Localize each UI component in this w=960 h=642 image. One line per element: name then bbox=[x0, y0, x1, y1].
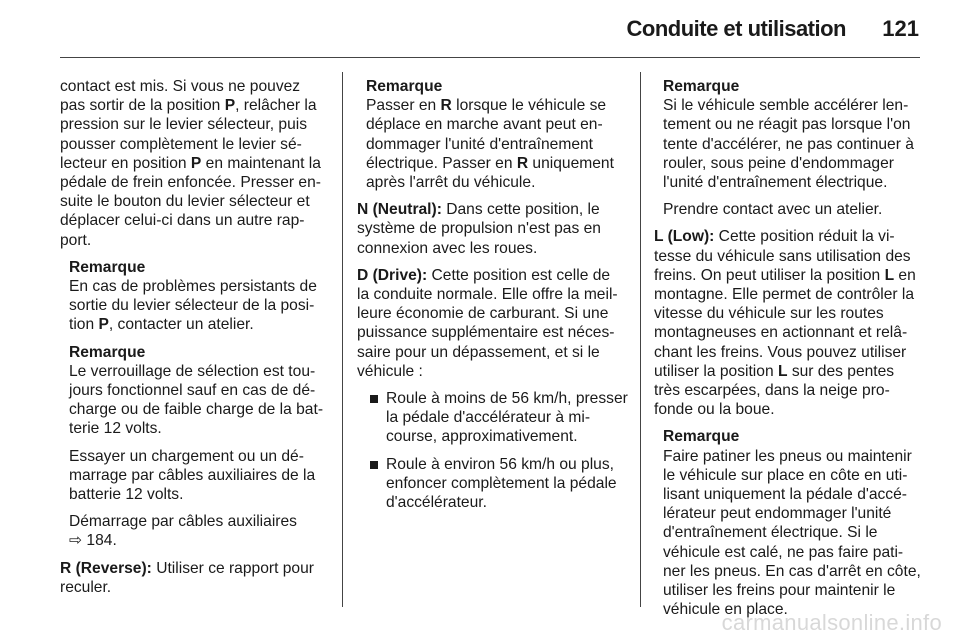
note-text-line: véhicule en place. bbox=[663, 601, 788, 619]
note-label: Remarque bbox=[69, 343, 146, 361]
text-line: pousser complètement le levier sé- bbox=[60, 135, 302, 153]
text-line: utiliser la position L sur des pentes bbox=[654, 362, 895, 380]
text-line: suite le bouton du levier sélecteur et bbox=[60, 193, 310, 211]
gear-position-letter: P bbox=[98, 316, 109, 334]
reference-page: 184. bbox=[86, 532, 117, 550]
text-line: port. bbox=[60, 231, 92, 249]
text-line: connexion avec les roues. bbox=[357, 239, 538, 257]
text-line: véhicule : bbox=[357, 362, 423, 380]
note-text-line: dommager l'unité d'entraînement bbox=[366, 135, 593, 153]
bullet-square-icon bbox=[370, 395, 378, 403]
note-text-line: rouler, sous peine d'endommager bbox=[663, 154, 894, 172]
note-text-line: Si le véhicule semble accélérer len- bbox=[663, 97, 909, 115]
text-line: pas sortir de la position P, relâcher la bbox=[60, 97, 317, 115]
note-text-line: marrage par câbles auxiliaires de la bbox=[69, 466, 316, 484]
note-wheel-spin bbox=[654, 427, 924, 619]
text-line: la conduite normale. Elle offre la meil- bbox=[357, 286, 618, 304]
note-text-line: Le verrouillage de sélection est tou- bbox=[69, 362, 316, 380]
text-line: montagne. Elle permet de contrôler la bbox=[654, 286, 915, 304]
text-line: vitesse du véhicule sur les routes bbox=[654, 305, 884, 323]
note-acceleration bbox=[654, 77, 924, 219]
note-text-line: sortie du levier sélecteur de la posi- bbox=[69, 297, 315, 315]
text-line: puissance supplémentaire est néces- bbox=[357, 324, 615, 342]
drive-paragraph bbox=[357, 266, 625, 381]
note-label: Remarque bbox=[663, 428, 740, 446]
note-text-line: jours fonctionnel sauf en cas de dé- bbox=[69, 382, 316, 400]
note-text-line: après l'arrêt du véhicule. bbox=[366, 174, 536, 192]
reference-arrow-icon: ⇨ bbox=[69, 532, 83, 550]
list-item bbox=[357, 389, 628, 447]
text-line: saire pour un dépassement, et si le bbox=[357, 343, 600, 361]
note-label: Remarque bbox=[366, 78, 443, 95]
note-text-line: Essayer un chargement ou un dé- bbox=[69, 447, 304, 465]
header-rule bbox=[60, 57, 920, 58]
note-text-line: batterie 12 volts. bbox=[69, 486, 184, 504]
note-text-line: ner les pneus. En cas d'arrêt en côte, bbox=[663, 562, 921, 580]
bullet-list bbox=[357, 389, 628, 512]
note-text-line: utiliser les freins pour maintenir le bbox=[663, 582, 896, 600]
note-text-line: tente d'accélérer, ne pas continuer à bbox=[663, 135, 914, 153]
note-text-line: Faire patiner les pneus ou maintenir bbox=[663, 447, 912, 465]
note-text-line: tement ou ne réagit pas lorsque l'on bbox=[663, 116, 911, 134]
neutral-text: Dans cette position, le bbox=[441, 201, 600, 219]
text-line: leure économie de carburant. Si une bbox=[357, 305, 609, 323]
note-text-line: En cas de problèmes persistants de bbox=[69, 278, 317, 296]
gear-position-letter: R bbox=[516, 154, 529, 172]
note-text-line: lérateur peut endommager l'unité bbox=[663, 505, 892, 523]
note-r-position bbox=[357, 77, 625, 192]
note-text-line: terie 12 volts. bbox=[69, 420, 162, 438]
gear-position-letter: L bbox=[884, 266, 895, 284]
note-text-line: déplace en marche avant peut en- bbox=[366, 116, 603, 134]
text-line: déplacer celui-ci dans un autre rap- bbox=[60, 212, 305, 230]
intro-paragraph bbox=[60, 77, 326, 250]
low-paragraph bbox=[654, 227, 924, 419]
note-text-line: Passer en R lorsque le véhicule se bbox=[366, 97, 607, 115]
note-text-line: l'unité d'entraînement électrique. bbox=[663, 174, 888, 192]
column-2 bbox=[357, 77, 628, 512]
reverse-paragraph bbox=[60, 559, 326, 597]
note-text-line: charge ou de faible charge de la bat- bbox=[69, 401, 324, 419]
bullet-square-icon bbox=[370, 461, 378, 469]
list-item-text: Roule à environ 56 km/h ou plus, bbox=[386, 455, 614, 473]
neutral-label: N (Neutral): bbox=[357, 201, 442, 219]
drive-label: D (Drive): bbox=[357, 266, 428, 284]
column-3 bbox=[654, 77, 924, 619]
column-divider-2 bbox=[640, 72, 641, 607]
list-item-text: la pédale d'accélérateur à mi- bbox=[386, 409, 591, 427]
text-line: freins. On peut utiliser la position L en bbox=[654, 266, 916, 284]
note-text-line: véhicule est calé, ne pas faire pati- bbox=[663, 543, 904, 561]
note-label: Remarque bbox=[69, 258, 146, 276]
neutral-paragraph bbox=[357, 200, 625, 258]
note-text-line: électrique. Passer en R uniquement bbox=[366, 154, 614, 172]
gear-position-letter: P bbox=[190, 154, 202, 172]
note-2 bbox=[60, 343, 326, 551]
low-label: L (Low): bbox=[654, 228, 715, 246]
note-text-line: Démarrage par câbles auxiliaires bbox=[69, 513, 297, 531]
list-item-text: d'accélérateur. bbox=[386, 494, 487, 512]
drive-text: Cette position est celle de bbox=[427, 266, 611, 284]
note-label: Remarque bbox=[663, 78, 740, 95]
list-item bbox=[357, 455, 625, 513]
text-line: très escarpées, dans la neige pro- bbox=[654, 382, 890, 400]
text-line: système de propulsion n'est pas en bbox=[357, 220, 601, 238]
cross-reference[interactable] bbox=[69, 531, 326, 550]
column-divider-1 bbox=[342, 72, 343, 607]
list-item-text: Roule à moins de 56 km/h, presser bbox=[386, 390, 628, 408]
gear-position-letter: P bbox=[224, 97, 236, 115]
text-line: contact est mis. Si vous ne pouvez bbox=[60, 78, 301, 95]
page-number: 121 bbox=[882, 16, 919, 41]
watermark: carmanualsonline.info bbox=[721, 610, 942, 635]
gear-position-letter: R bbox=[440, 97, 452, 115]
note-text-line: Prendre contact avec un atelier. bbox=[663, 201, 883, 219]
text-line: chant les freins. Vous pouvez utiliser bbox=[654, 343, 907, 361]
text-line: tesse du véhicule sans utilisation des bbox=[654, 247, 911, 265]
page-title: Conduite et utilisation bbox=[626, 16, 846, 41]
reverse-text-line: reculer. bbox=[60, 578, 112, 596]
reverse-text: Utiliser ce rapport pour bbox=[151, 559, 314, 577]
reverse-label: R (Reverse): bbox=[60, 559, 152, 577]
note-text-line: le véhicule sur place en côte en uti- bbox=[663, 466, 908, 484]
list-item-text: course, approximativement. bbox=[386, 428, 578, 446]
text-line: montagneuses en actionnant et relâ- bbox=[654, 324, 908, 342]
text-line: pression sur le levier sélecteur, puis bbox=[60, 116, 308, 134]
note-1 bbox=[60, 258, 326, 335]
note-text-line: lisant uniquement la pédale d'accé- bbox=[663, 486, 907, 504]
list-item-text: enfoncer complètement la pédale bbox=[386, 474, 617, 492]
low-text: Cette position réduit la vi- bbox=[714, 228, 895, 246]
text-line: fonde ou la boue. bbox=[654, 401, 775, 419]
note-text-line: tion P, contacter un atelier. bbox=[69, 316, 254, 334]
text-line: lecteur en position P en maintenant la bbox=[60, 154, 321, 172]
gear-position-letter: L bbox=[777, 362, 788, 380]
note-text-line: d'entraînement électrique. Si le bbox=[663, 524, 878, 542]
text-line: pédale de frein enfoncée. Presser en- bbox=[60, 174, 321, 192]
column-1 bbox=[60, 77, 326, 597]
